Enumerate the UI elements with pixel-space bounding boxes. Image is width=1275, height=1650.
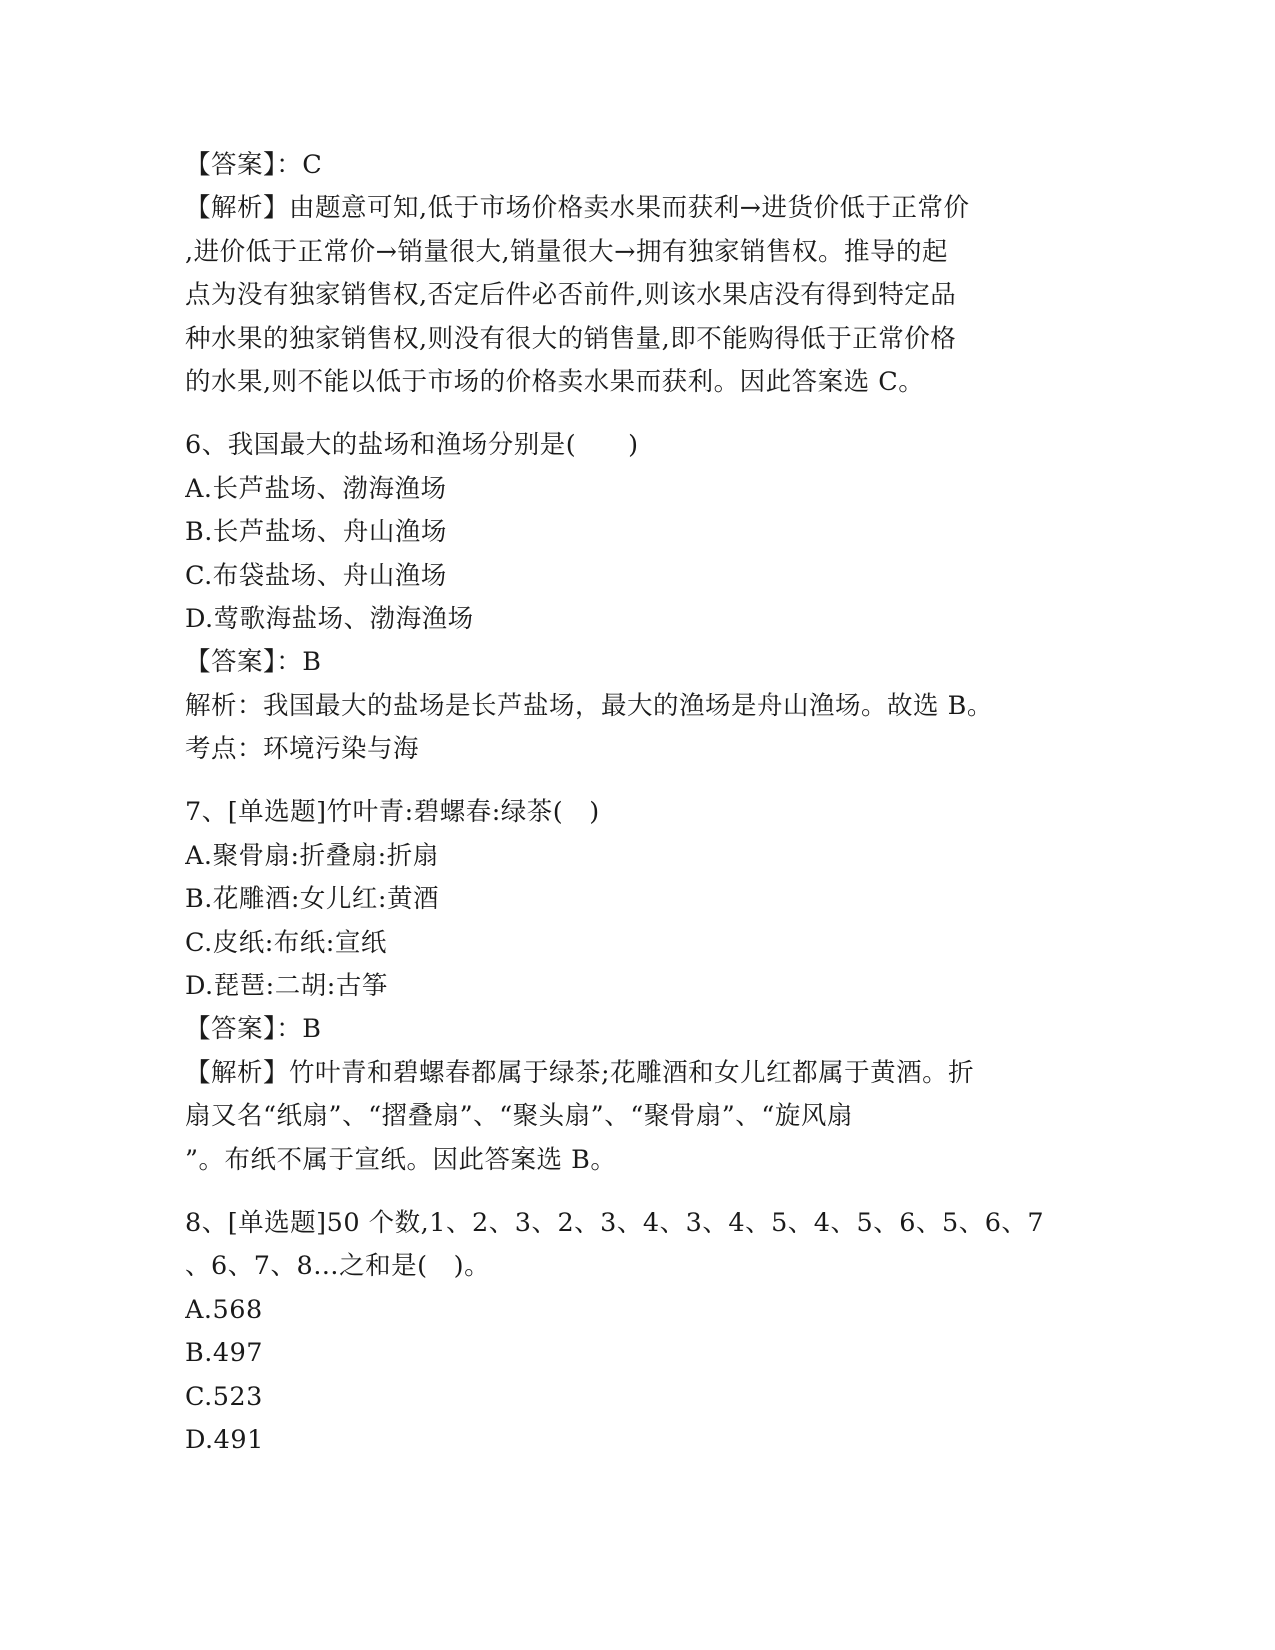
explanation-line: ”。布纸不属于宣纸。因此答案选 B。 [185, 1144, 617, 1175]
option-b: B.长芦盐场、舟山渔场 [185, 517, 447, 548]
option-a: A.568 [185, 1294, 263, 1325]
answer-label: 【答案】：B [185, 1014, 322, 1045]
spacer [185, 771, 1085, 791]
page-content [185, 144, 1085, 1462]
analysis-text: 解析：我国最大的盐场是长芦盐场，最大的渔场是舟山渔场。故选 B。 [185, 690, 993, 721]
question-8 [185, 1202, 1085, 1462]
topic-text: 考点：环境污染与海 [185, 734, 420, 765]
answer-label: 【答案】：B [185, 647, 322, 678]
option-a: A.长芦盐场、渤海渔场 [185, 473, 447, 504]
option-b: B.花雕酒:女儿红:黄酒 [185, 884, 440, 915]
option-d: D.莺歌海盐场、渤海渔场 [185, 603, 474, 634]
explanation-line: 点为没有独家销售权,否定后件必否前件,则该水果店没有得到特定品 [185, 280, 957, 311]
spacer [185, 404, 1085, 424]
option-c: C.皮纸:布纸:宣纸 [185, 927, 387, 958]
question-text: 8、[单选题]50 个数,1、2、3、2、3、4、3、4、5、4、5、6、5、6、7 [185, 1207, 1045, 1238]
option-d: D.琵琶:二胡:古筝 [185, 971, 388, 1002]
option-c: C.布袋盐场、舟山渔场 [185, 560, 447, 591]
answer-label: 【答案】：C [185, 150, 323, 180]
option-a: A.聚骨扇:折叠扇:折扇 [185, 840, 439, 871]
question-text: 6、我国最大的盐场和渔场分别是( ) [185, 430, 639, 461]
explanation-line: ,进价低于正常价→销量很大,销量很大→拥有独家销售权。推导的起 [185, 236, 948, 267]
question-7 [185, 791, 1085, 1182]
question-text: 、6、7、8…之和是( )。 [185, 1251, 491, 1282]
option-d: D.491 [185, 1424, 264, 1455]
option-c: C.523 [185, 1381, 263, 1412]
option-b: B.497 [185, 1338, 264, 1369]
question-5-answer-block [185, 144, 1085, 404]
explanation-line: 【解析】由题意可知,低于市场价格卖水果而获利→进货价低于正常价 [185, 193, 970, 224]
explanation-line: 种水果的独家销售权,则没有很大的销售量,即不能购得低于正常价格 [185, 323, 957, 354]
question-text: 7、[单选题]竹叶青:碧螺春:绿茶( ) [185, 797, 600, 828]
spacer [185, 1182, 1085, 1202]
explanation-line: 扇又名“纸扇”、“摺叠扇”、“聚头扇”、“聚骨扇”、“旋风扇 [185, 1101, 853, 1132]
question-6 [185, 424, 1085, 771]
explanation-line: 的水果,则不能以低于市场的价格卖水果而获利。因此答案选 C。 [185, 366, 925, 397]
explanation-line: 【解析】竹叶青和碧螺春都属于绿茶;花雕酒和女儿红都属于黄酒。折 [185, 1057, 975, 1088]
